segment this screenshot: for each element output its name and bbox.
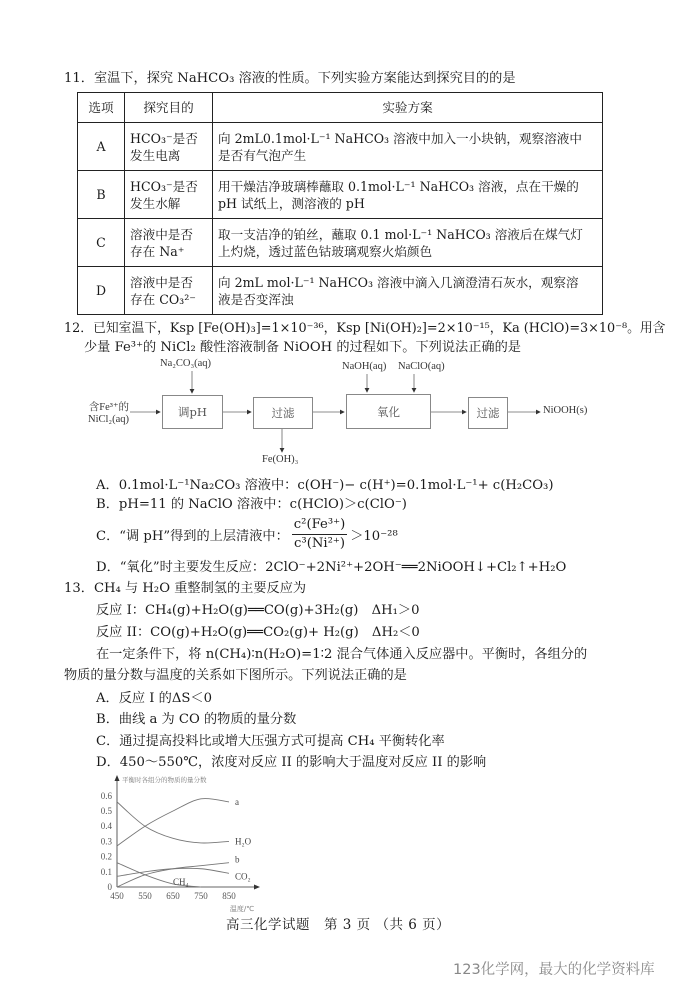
x-tick-label: 850 bbox=[222, 891, 236, 901]
q12-option-c-fraction bbox=[292, 516, 347, 553]
x-tick-label: 550 bbox=[138, 891, 152, 901]
fraction-denominator: c³(Ni²⁺) bbox=[294, 536, 345, 551]
row-plan: 向 2mL mol·L⁻¹ NaHCO₃ 溶液中滴入几滴澄清石灰水，观察溶 液是否变浑浊 bbox=[213, 267, 603, 315]
row-option: D bbox=[78, 267, 125, 315]
flow-reagent2: NaOH(aq) bbox=[342, 361, 387, 372]
q13-reaction-2: 反应 II：CO(g)+H₂O(g)══CO₂(g)+ H₂(g) ΔH₂＜0 bbox=[96, 625, 420, 640]
row-option: C bbox=[78, 219, 125, 267]
series-label: b bbox=[235, 854, 240, 865]
x-tick-label: 450 bbox=[110, 891, 124, 901]
q13-desc-line2: 物质的量分数与温度的关系如下图所示。下列说法正确的是 bbox=[64, 668, 407, 683]
q13-option-c[interactable]: C．通过提高投料比或增大压强方式可提高 CH₄ 平衡转化率 bbox=[96, 734, 445, 749]
table-header-option: 选项 bbox=[78, 93, 125, 123]
q13-desc-line1: 在一定条件下，将 n(CH₄)∶n(H₂O)=1∶2 混合气体通入反应器中。平衡时，各组分的 bbox=[96, 647, 588, 662]
y-tick-label: 0 bbox=[107, 882, 112, 892]
x-tick-label: 650 bbox=[166, 891, 180, 901]
y-tick-label: 0.6 bbox=[100, 790, 112, 801]
q12-option-c-suffix: ＞10⁻²⁸ bbox=[350, 529, 398, 544]
flow-step-oxidize: 氧化 bbox=[346, 394, 431, 429]
row-option: A bbox=[78, 123, 125, 171]
row-plan: 取一支洁净的铂丝，蘸取 0.1 mol·L⁻¹ NaHCO₃ 溶液后在煤气灯 上灼烧，透过蓝色钴玻璃观察火焰颜色 bbox=[213, 219, 603, 267]
q13-reaction-1: 反应 I：CH₄(g)+H₂O(g)══CO(g)+3H₂(g) ΔH₁＞0 bbox=[96, 603, 420, 618]
row-purpose: HCO₃⁻是否 发生电离 bbox=[125, 123, 213, 171]
x-axis-arrow bbox=[254, 885, 260, 890]
q12-option-c[interactable] bbox=[96, 516, 398, 553]
row-plan: 向 2mL0.1mol·L⁻¹ NaHCO₃ 溶液中加入一小块钠，观察溶液中 是否有气泡产生 bbox=[213, 123, 603, 171]
row-purpose: 溶液中是否 存在 CO₃²⁻ bbox=[125, 267, 213, 315]
row-purpose: HCO₃⁻是否 发生水解 bbox=[125, 171, 213, 219]
flow-byproduct: Fe(OH)₃ bbox=[262, 454, 299, 465]
flow-reagent1: Na₂CO₃(aq) bbox=[160, 358, 212, 369]
y-tick-label: 0.4 bbox=[100, 821, 112, 832]
chart-title: 平衡时各组分的物质的量分数 bbox=[122, 776, 207, 784]
fraction-numerator: c²(Fe³⁺) bbox=[292, 516, 347, 535]
flow-step-filter-1: 过滤 bbox=[253, 397, 313, 429]
row-purpose: 溶液中是否 存在 Na⁺ bbox=[125, 219, 213, 267]
flow-step-filter-2: 过滤 bbox=[468, 397, 508, 429]
series-line-a bbox=[117, 799, 229, 846]
watermark: 123化学网，最大的化学资料库 bbox=[453, 962, 655, 978]
y-axis-arrow bbox=[115, 775, 120, 781]
series-label: a bbox=[235, 796, 239, 807]
series-label: H₂O bbox=[235, 836, 252, 847]
flow-input-label: 含Fe³⁺的 NiCl₂(aq) bbox=[88, 402, 129, 425]
table-header-purpose: 探究目的 bbox=[125, 93, 213, 123]
flow-product: NiOOH(s) bbox=[543, 405, 588, 416]
page-footer: 高三化学试题 第 3 页 （共 6 页） bbox=[226, 917, 451, 933]
flow-reagent3: NaClO(aq) bbox=[398, 361, 445, 372]
row-plan: 用干燥洁净玻璃棒蘸取 0.1mol·L⁻¹ NaHCO₃ 溶液，点在干燥的 pH 试纸上，测溶液的 pH bbox=[213, 171, 603, 219]
y-tick-label: 0.3 bbox=[100, 836, 112, 847]
series-line-H₂O bbox=[117, 802, 229, 843]
q12-option-b[interactable]: B．pH=11 的 NaClO 溶液中：c(HClO)＞c(ClO⁻) bbox=[96, 497, 407, 512]
q12-stem-line1: 12．已知室温下，Ksp [Fe(OH)₃]=1×10⁻³⁶，Ksp [Ni(OH)₂]=2×10⁻¹⁵，Ka (HClO)=3×10⁻⁸。用含 bbox=[64, 321, 666, 336]
series-label: CH₄ bbox=[173, 877, 189, 887]
table-header-plan: 实验方案 bbox=[213, 93, 603, 123]
q12-option-d[interactable]: D．“氧化”时主要发生反应：2ClO⁻+2Ni²⁺+2OH⁻══2NiOOH↓+Cl₂↑+H₂O bbox=[96, 560, 567, 575]
q12-stem-line2: 少量 Fe³⁺的 NiCl₂ 酸性溶液制备 NiOOH 的过程如下。下列说法正确的是 bbox=[84, 340, 521, 355]
q13-option-a[interactable]: A．反应 I 的ΔS＜0 bbox=[96, 691, 213, 706]
y-tick-label: 0.5 bbox=[100, 806, 112, 816]
x-axis-label: 温度/℃ bbox=[229, 905, 255, 912]
q11-stem: 11．室温下，探究 NaHCO₃ 溶液的性质。下列实验方案能达到探究目的的是 bbox=[64, 71, 516, 86]
series-line-CO₂ bbox=[117, 868, 229, 876]
q13-option-d[interactable]: D．450～550℃，浓度对反应 II 的影响大于温度对反应 II 的影响 bbox=[96, 755, 487, 770]
q12-option-c-prefix: C．“调 pH”得到的上层清液中： bbox=[96, 529, 289, 544]
y-tick-label: 0.1 bbox=[100, 866, 112, 877]
x-tick-label: 750 bbox=[194, 891, 208, 901]
q12-option-a[interactable]: A．0.1mol·L⁻¹Na₂CO₃ 溶液中：c(OH⁻)− c(H⁺)=0.1mol·L⁻¹+ c(H₂CO₃) bbox=[96, 478, 554, 493]
equilibrium-chart bbox=[90, 772, 270, 912]
series-label: CO₂ bbox=[235, 871, 251, 882]
q13-option-b[interactable]: B．曲线 a 为 CO 的物质的量分数 bbox=[96, 712, 297, 727]
q13-stem: 13．CH₄ 与 H₂O 重整制氢的主要反应为 bbox=[64, 581, 307, 596]
y-tick-label: 0.2 bbox=[100, 851, 112, 862]
flow-step-adjust-ph: 调pH bbox=[162, 395, 223, 429]
row-option: B bbox=[78, 171, 125, 219]
